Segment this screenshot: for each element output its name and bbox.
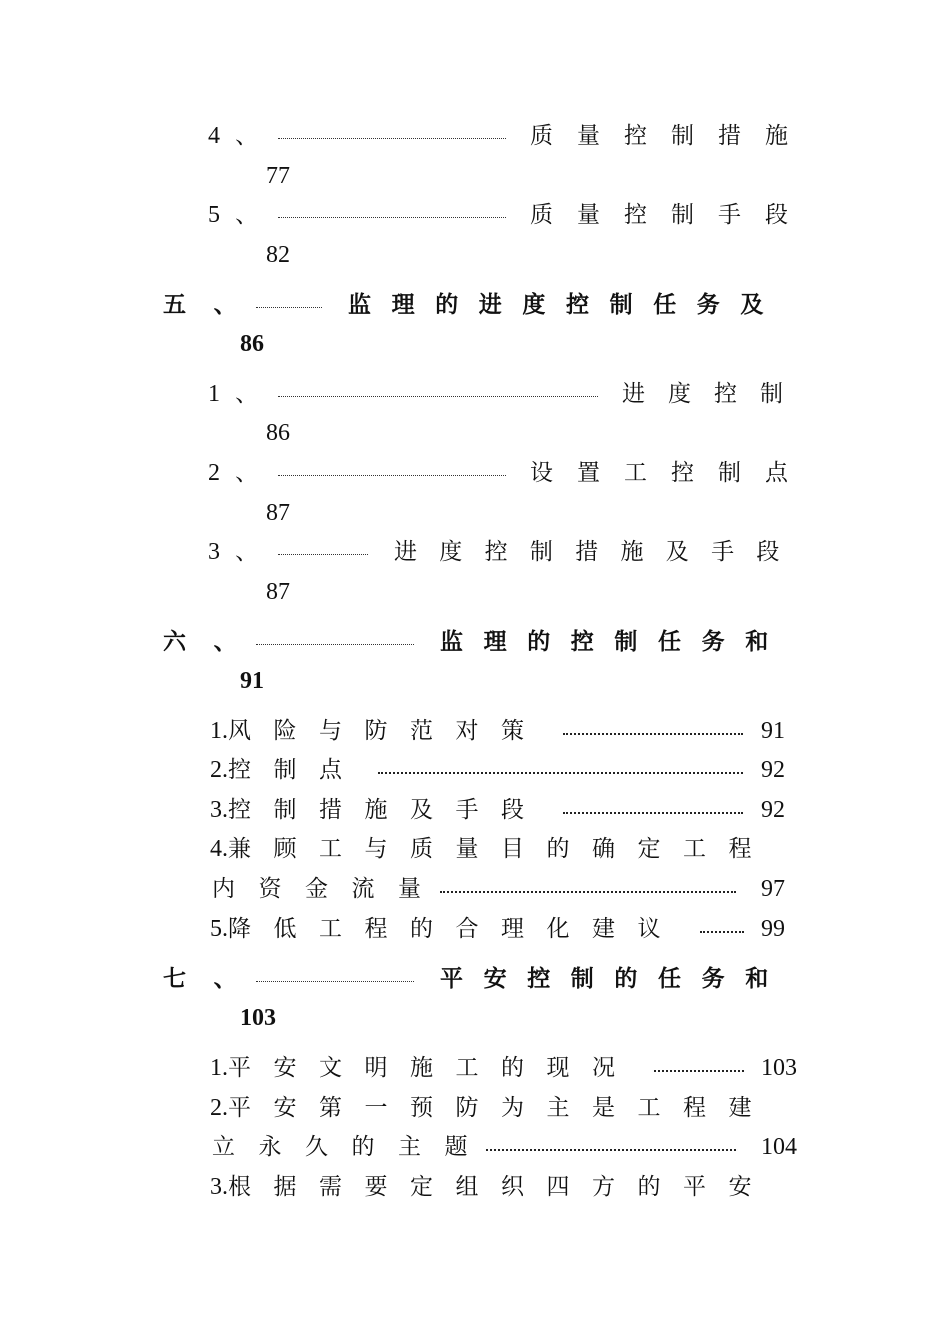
entry-title-line2: 立永久的主题 xyxy=(212,1134,491,1160)
entry-separator: 、 xyxy=(235,539,259,565)
toc-leader xyxy=(486,1127,736,1167)
entry-page: 77 xyxy=(266,163,290,189)
entry-page: 87 xyxy=(266,579,290,605)
toc-section-5[interactable] xyxy=(163,285,237,325)
toc-entry-s7-2[interactable] xyxy=(210,1088,774,1128)
entry-number: 3 xyxy=(208,539,220,565)
entry-title-line2: 内资金流量 xyxy=(212,876,445,902)
entry-title: 质量控制手段 xyxy=(530,202,812,228)
entry-number: 1 xyxy=(208,381,220,407)
entry-number: 4. xyxy=(210,836,228,862)
entry-title-line1: 平安第一预防为主是工程建 xyxy=(228,1095,774,1121)
section-title: 监理的控制任务和 xyxy=(440,628,789,655)
toc-leader xyxy=(256,622,414,662)
entry-page: 103 xyxy=(761,1055,797,1081)
section-separator: 、 xyxy=(213,291,237,318)
toc-entry-s5-3[interactable] xyxy=(208,532,258,572)
entry-title: 风险与防范对策 xyxy=(228,718,547,744)
toc-leader xyxy=(278,195,506,235)
entry-title: 进度控制 xyxy=(622,381,806,407)
toc-leader xyxy=(654,1048,744,1088)
toc-entry-s6-2[interactable] xyxy=(210,750,365,790)
section-title: 监理的进度控制任务及 xyxy=(348,291,784,318)
toc-leader xyxy=(563,790,743,830)
toc-leader xyxy=(278,453,506,493)
entry-title: 质量控制措施 xyxy=(530,123,812,149)
entry-title-line1: 兼顾工与质量目的确定工程 xyxy=(228,836,774,862)
toc-section-6[interactable] xyxy=(163,622,237,662)
section-page: 91 xyxy=(240,668,264,694)
toc-entry-s6-4[interactable] xyxy=(210,829,774,869)
toc-leader xyxy=(440,869,736,909)
entry-number: 5 xyxy=(208,202,220,228)
entry-title: 根据需要定组织四方的平安 xyxy=(228,1174,774,1200)
entry-separator: 、 xyxy=(235,460,259,486)
entry-page: 92 xyxy=(761,797,785,823)
toc-entry-s6-1[interactable] xyxy=(210,711,547,751)
toc-entry-s7-1[interactable] xyxy=(210,1048,638,1088)
toc-leader xyxy=(278,374,598,414)
entry-title: 降低工程的合理化建议 xyxy=(228,916,683,942)
entry-number: 3. xyxy=(210,1174,228,1200)
entry-separator: 、 xyxy=(235,381,259,407)
entry-number: 1. xyxy=(210,718,228,744)
section-page: 86 xyxy=(240,331,264,357)
toc-leader xyxy=(378,750,743,790)
toc-entry-s5-2[interactable] xyxy=(208,453,258,493)
entry-number: 5. xyxy=(210,916,228,942)
entry-page: 91 xyxy=(761,718,785,744)
entry-page: 86 xyxy=(266,420,290,446)
entry-number: 1. xyxy=(210,1055,228,1081)
entry-title: 控制措施及手段 xyxy=(228,797,547,823)
entry-page: 87 xyxy=(266,500,290,526)
toc-leader xyxy=(563,711,743,751)
toc-entry-s4-4[interactable] xyxy=(208,116,258,156)
entry-page: 104 xyxy=(761,1134,797,1160)
toc-entry-s6-5[interactable] xyxy=(210,909,683,949)
section-separator: 、 xyxy=(213,965,237,992)
toc-leader xyxy=(278,116,506,156)
toc-entry-s6-3[interactable] xyxy=(210,790,547,830)
entry-page: 97 xyxy=(761,876,785,902)
toc-leader xyxy=(278,532,368,572)
entry-number: 2. xyxy=(210,1095,228,1121)
toc-entry-s4-5[interactable] xyxy=(208,195,258,235)
entry-title: 进度控制措施及手段 xyxy=(394,539,802,565)
toc-leader xyxy=(256,959,414,999)
entry-separator: 、 xyxy=(235,123,259,149)
entry-number: 2 xyxy=(208,460,220,486)
entry-title: 控制点 xyxy=(228,757,365,783)
entry-number: 4 xyxy=(208,123,220,149)
entry-title: 设置工控制点 xyxy=(530,460,812,486)
entry-number: 2. xyxy=(210,757,228,783)
entry-separator: 、 xyxy=(235,202,259,228)
entry-page: 92 xyxy=(761,757,785,783)
entry-page: 99 xyxy=(761,916,785,942)
entry-title: 平安文明施工的现况 xyxy=(228,1055,638,1081)
section-separator: 、 xyxy=(213,628,237,655)
toc-leader xyxy=(700,909,744,949)
section-title: 平安控制的任务和 xyxy=(440,965,789,992)
toc-section-7[interactable] xyxy=(163,959,237,999)
section-number: 五 xyxy=(163,291,186,318)
toc-entry-s5-1[interactable] xyxy=(208,374,258,414)
section-page: 103 xyxy=(240,1005,276,1031)
section-number: 七 xyxy=(163,965,186,992)
entry-number: 3. xyxy=(210,797,228,823)
entry-page: 82 xyxy=(266,242,290,268)
section-number: 六 xyxy=(163,628,186,655)
toc-entry-s7-3[interactable] xyxy=(210,1167,774,1207)
toc-leader xyxy=(256,285,322,325)
